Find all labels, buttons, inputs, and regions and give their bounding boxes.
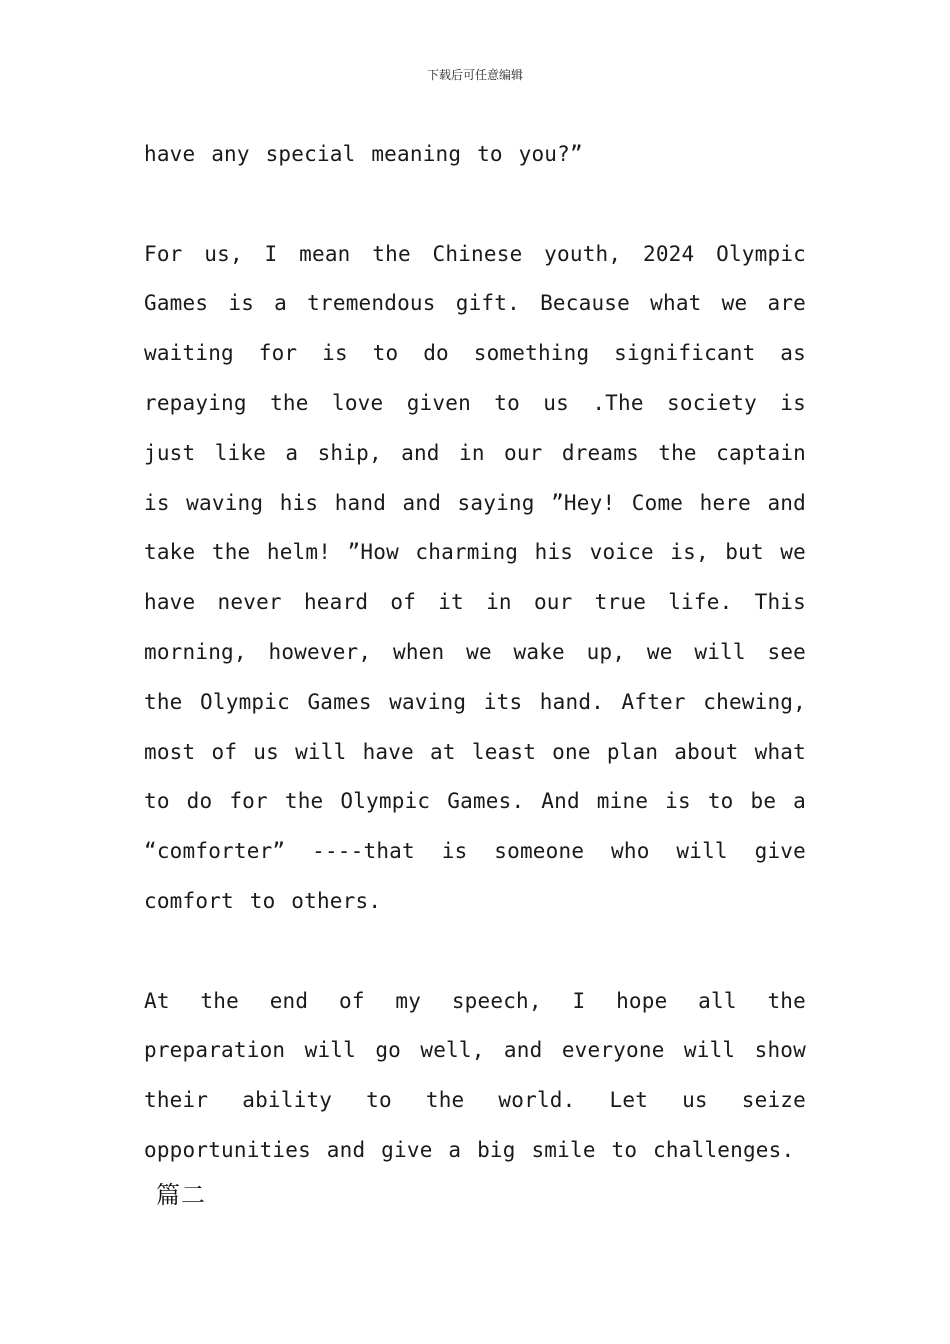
paragraph-conclusion: At the end of my speech, I hope all the preparation will go well, and everyone will show their ability to the world. Let us seize opportunities and give a big smile to challenges. [144, 988, 806, 1162]
document-body [144, 130, 806, 1176]
section-heading: 篇二 [156, 1181, 206, 1209]
paragraph-continuation: have any special meaning to you?” [144, 142, 583, 166]
paragraph-olympic-gift: For us, I mean the Chinese youth, 2024 Olympic Games is a tremendous gift. Because what we are waiting for is to do something significant as repaying the love given to us .The society is just like a ship, and in our dreams the captain is waving his hand and saying ”Hey! Come here and take the helm! ”How charming his voice is, but we have never heard of it in our true life. This morning, however, when we wake up, we will see the Olympic Games waving its hand. After chewing, most of us will have at least one plan about what to do for the Olympic Games. And mine is to be a “comforter” ----that is someone who will give comfort to others. [144, 241, 806, 913]
page-header-note: 下载后可任意编辑 [426, 68, 523, 82]
